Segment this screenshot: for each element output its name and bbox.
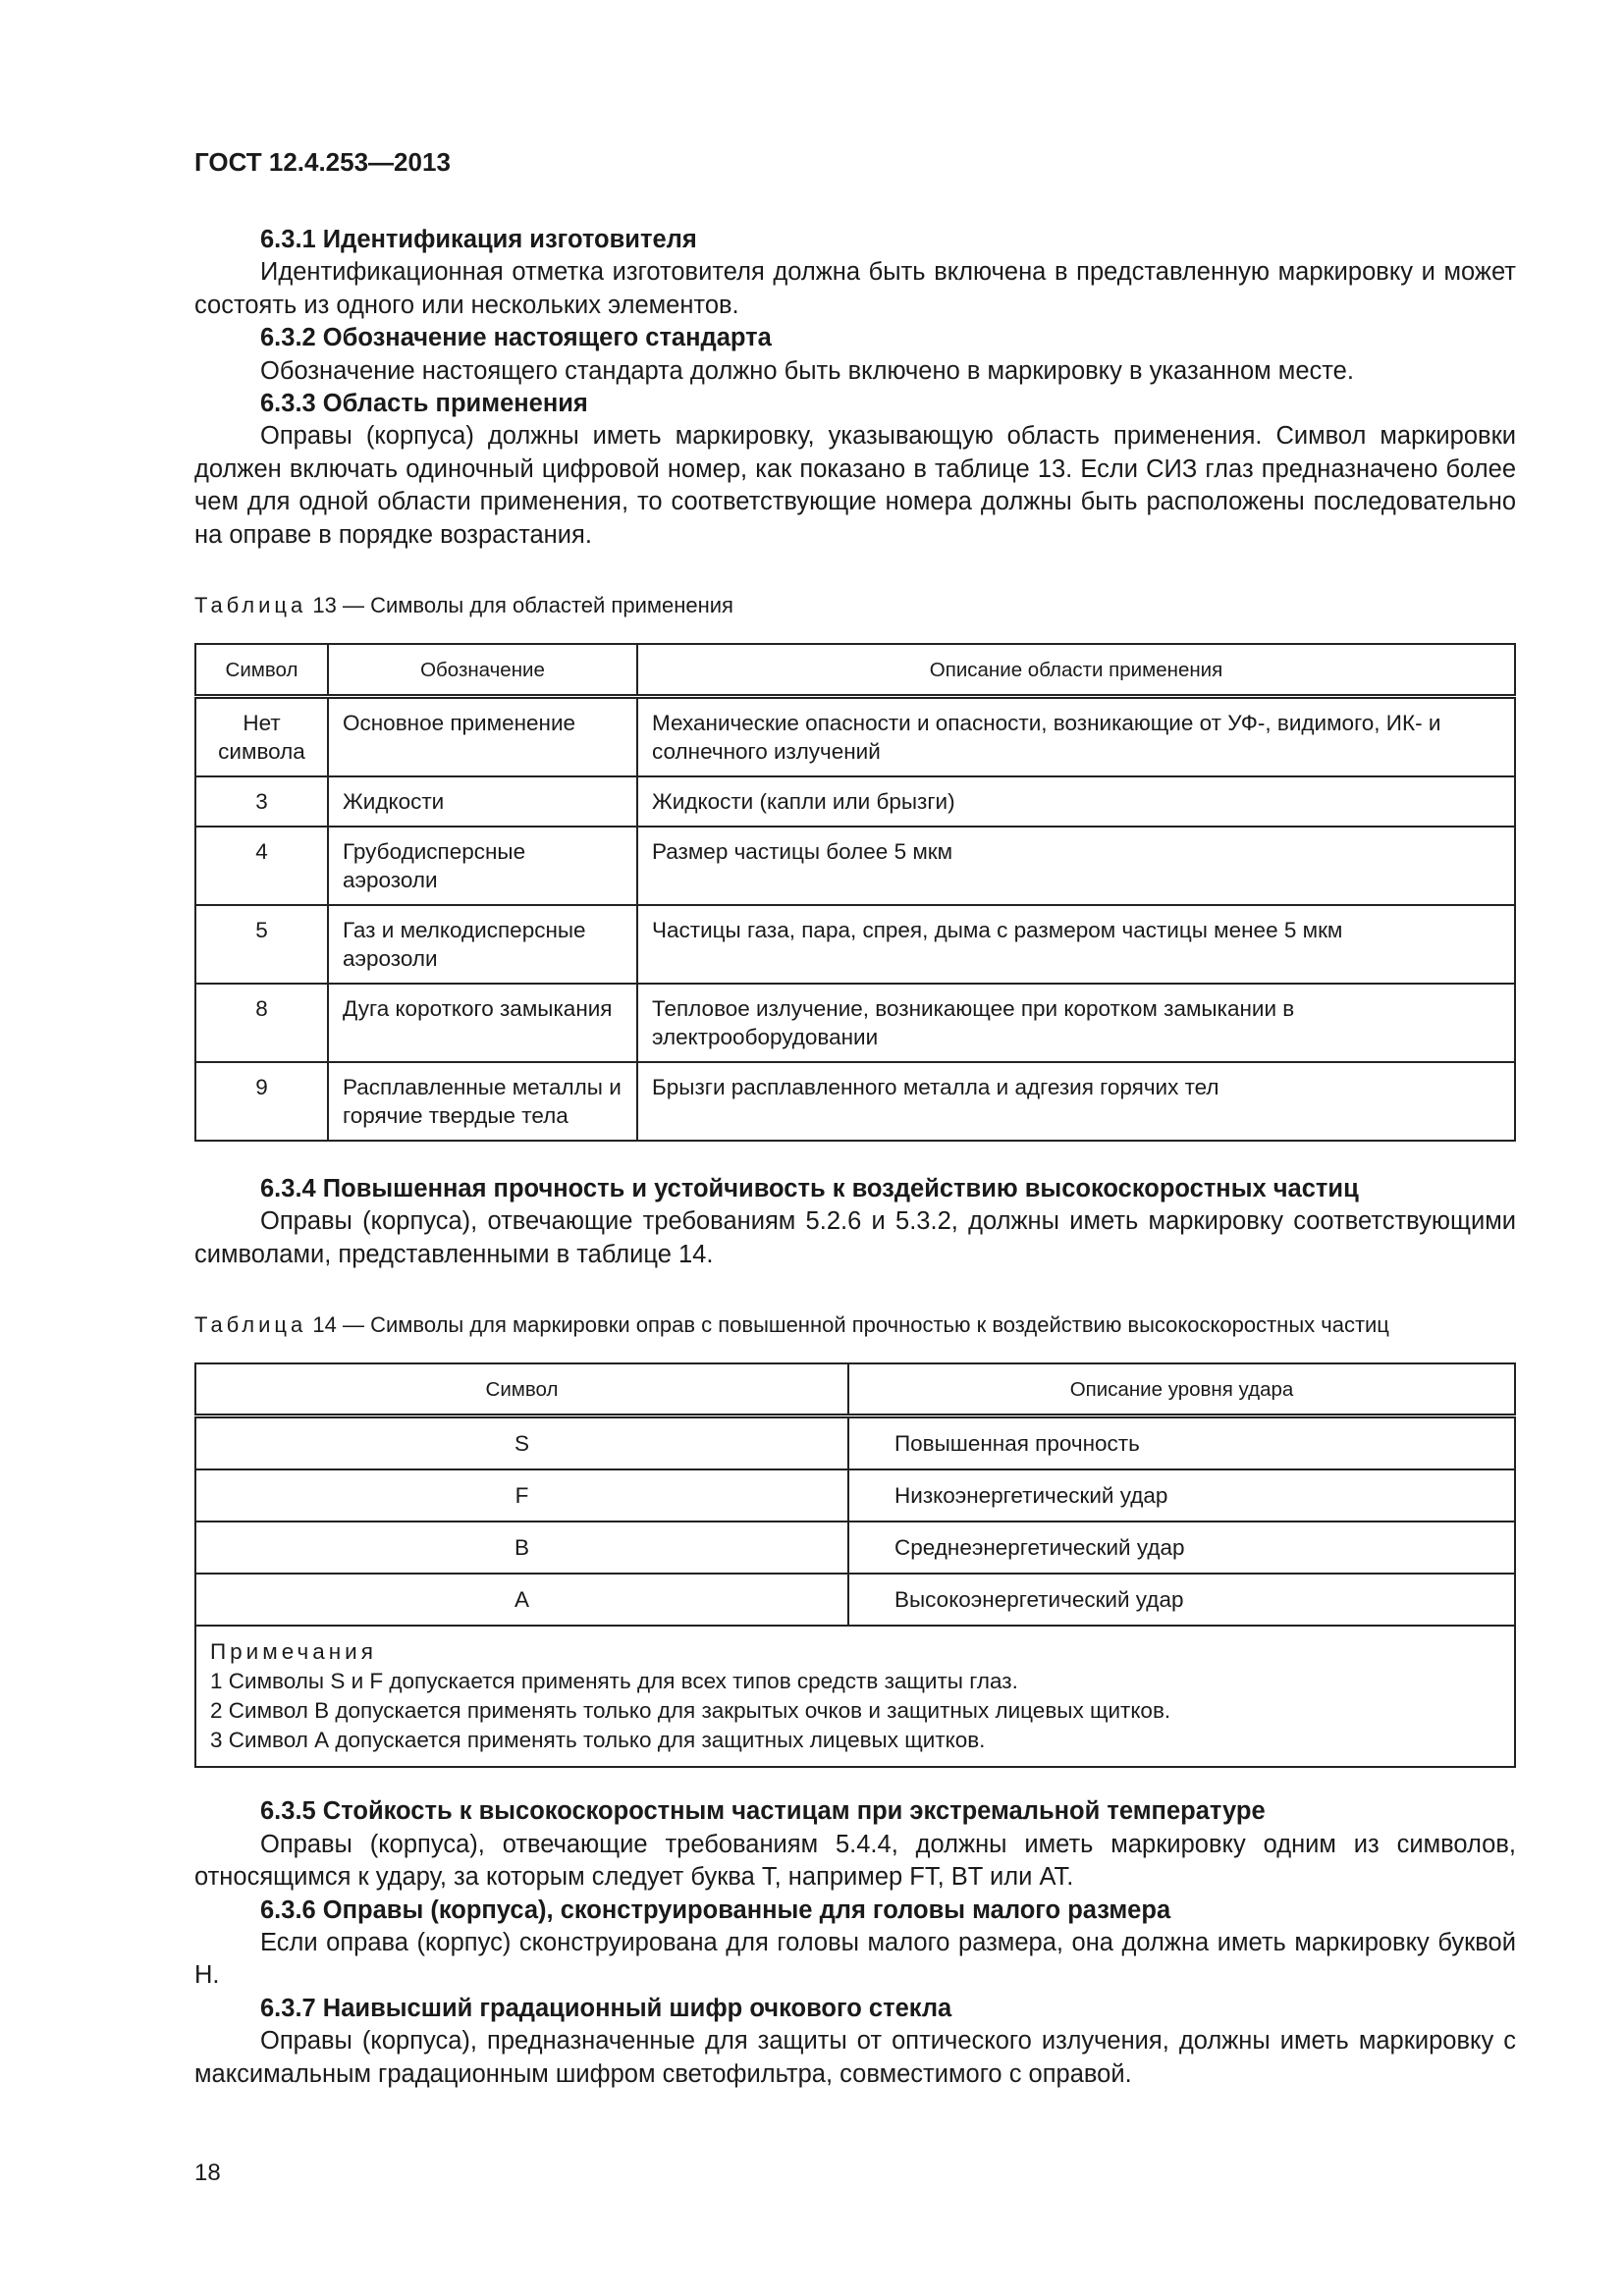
table-cell: Механические опасности и опасности, возникающие от УФ-, видимого, ИК- и солнечного излучений [637, 697, 1515, 777]
section-heading: 6.3.6 Оправы (корпуса), сконструированные для головы малого размера [260, 1896, 1171, 1924]
table-notes-row [195, 1626, 1515, 1767]
table-14-caption [194, 1310, 1516, 1339]
table-cell: Повышенная прочность [848, 1416, 1515, 1470]
table-row [195, 1416, 1515, 1470]
table-cell: Расплавленные металлы и горячие твердые тела [328, 1062, 637, 1141]
table-cell: Нет символа [195, 697, 328, 777]
section-text: Оправы (корпуса), предназначенные для защиты от оптического излучения, должны иметь маркировку с максимальным градационным шифром светофильтра, совместимого с оправой. [194, 2027, 1516, 2088]
table-cell: Жидкости [328, 776, 637, 827]
section-heading: 6.3.4 Повышенная прочность и устойчивость к воздействию высокоскоростных частиц [260, 1175, 1359, 1203]
table-cell: S [195, 1416, 848, 1470]
document-code: ГОСТ 12.4.253—2013 [194, 147, 451, 177]
section-text: Оправы (корпуса) должны иметь маркировку, указывающую область применения. Символ маркировки должен включать одиночный цифровой номер, как показано в таблице 13. Если СИЗ глаз предназначено более чем для одной области применения, то соответствующие номера должны быть расположены последовательно на оправе в порядке возрастания. [194, 422, 1516, 549]
table-notes [195, 1626, 1515, 1767]
section-text: Обозначение настоящего стандарта должно быть включено в маркировку в указанном месте. [260, 356, 1354, 385]
section-text: Идентификационная отметка изготовителя должна быть включена в представленную маркировку и может состоять из одного или нескольких элементов. [194, 258, 1516, 319]
note-item: 3 Символ А допускается применять только для защитных лицевых щитков. [210, 1728, 986, 1753]
table-cell: Тепловое излучение, возникающее при коротком замыкании в электрооборудовании [637, 984, 1515, 1062]
table-cell: Жидкости (капли или брызги) [637, 776, 1515, 827]
table-cell: 3 [195, 776, 328, 827]
column-header: Символ [195, 644, 328, 697]
caption-text: 14 — Символы для маркировки оправ с повышенной прочностью к воздействию высокоскоростных частиц [312, 1312, 1389, 1338]
table-row [195, 776, 1515, 827]
table-header-row [195, 1363, 1515, 1416]
table-13-caption [194, 591, 1516, 619]
table-cell: Размер частицы более 5 мкм [637, 827, 1515, 905]
table-cell: Частицы газа, пара, спрея, дыма с размером частицы менее 5 мкм [637, 905, 1515, 984]
table-cell: Газ и мелкодисперсные аэрозоли [328, 905, 637, 984]
table-row [195, 1522, 1515, 1574]
note-item: 1 Символы S и F допускается применять для всех типов средств защиты глаз. [210, 1669, 1018, 1694]
caption-text: 13 — Символы для областей применения [312, 593, 733, 618]
table-cell: F [195, 1469, 848, 1522]
table-row [195, 697, 1515, 777]
table-row [195, 984, 1515, 1062]
table-cell: 5 [195, 905, 328, 984]
document-body [194, 224, 1516, 2091]
table-header-row [195, 644, 1515, 697]
note-item: 2 Символ В допускается применять только для закрытых очков и защитных лицевых щитков. [210, 1698, 1171, 1724]
column-header: Описание области применения [637, 644, 1515, 697]
page-number: 18 [194, 2160, 221, 2186]
table-cell: 8 [195, 984, 328, 1062]
section-heading: 6.3.1 Идентификация изготовителя [260, 226, 697, 253]
section-text: Оправы (корпуса), отвечающие требованиям 5.2.6 и 5.3.2, должны иметь маркировку соответствующими символами, представленными в таблице 14. [194, 1207, 1516, 1268]
table-cell: Грубодисперсные аэрозоли [328, 827, 637, 905]
caption-word: Таблица [194, 1312, 307, 1338]
table-row [195, 905, 1515, 984]
table-cell: B [195, 1522, 848, 1574]
table-row [195, 1062, 1515, 1141]
table-14 [194, 1362, 1516, 1768]
table-cell: 4 [195, 827, 328, 905]
table-row [195, 1574, 1515, 1626]
table-cell: 9 [195, 1062, 328, 1141]
column-header: Символ [195, 1363, 848, 1416]
section-heading: 6.3.5 Стойкость к высокоскоростным частицам при экстремальной температуре [260, 1797, 1266, 1826]
table-row [195, 1469, 1515, 1522]
section-heading: 6.3.7 Наивысший градационный шифр очкового стекла [260, 1994, 952, 2022]
section-text: Оправы (корпуса), отвечающие требованиям 5.4.4, должны иметь маркировку одним из символов, относящимся к удару, за которым следует буква Т, например FT, BT или AT. [194, 1830, 1516, 1892]
section-text: Если оправа (корпус) сконструирована для головы малого размера, она должна иметь маркировку буквой Н. [194, 1928, 1516, 1990]
table-13 [194, 643, 1516, 1142]
column-header: Описание уровня удара [848, 1363, 1515, 1416]
table-row [195, 827, 1515, 905]
notes-title: Примечания [210, 1639, 377, 1665]
table-cell: Основное применение [328, 697, 637, 777]
caption-word: Таблица [194, 593, 307, 618]
section-heading: 6.3.2 Обозначение настоящего стандарта [260, 324, 772, 352]
table-cell: Среднеэнергетический удар [848, 1522, 1515, 1574]
column-header: Обозначение [328, 644, 637, 697]
table-cell: Дуга короткого замыкания [328, 984, 637, 1062]
table-cell: Высокоэнергетический удар [848, 1574, 1515, 1626]
table-cell: A [195, 1574, 848, 1626]
table-cell: Брызги расплавленного металла и адгезия горячих тел [637, 1062, 1515, 1141]
section-heading: 6.3.3 Область применения [260, 390, 588, 418]
table-cell: Низкоэнергетический удар [848, 1469, 1515, 1522]
